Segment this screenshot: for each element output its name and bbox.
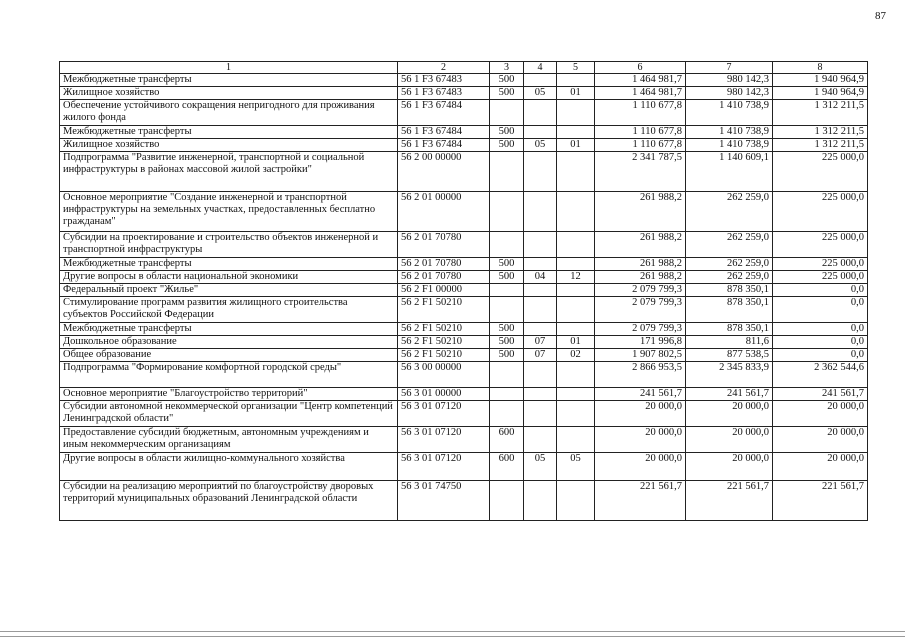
row-name: Основное мероприятие "Создание инженерной и транспортной инфраструктуры на земельных участках, предоставленных бесплатно гражданам" bbox=[60, 192, 398, 232]
table-row bbox=[60, 232, 868, 258]
row-target-code: 56 1 F3 67484 bbox=[398, 100, 490, 126]
row-value-col8: 225 000,0 bbox=[773, 192, 868, 232]
row-subsection bbox=[557, 74, 595, 87]
table-row bbox=[60, 323, 868, 336]
table-row bbox=[60, 139, 868, 152]
page-number: 87 bbox=[875, 10, 886, 22]
row-name: Обеспечение устойчивого сокращения непригодного для проживания жилого фонда bbox=[60, 100, 398, 126]
row-value-col8: 0,0 bbox=[773, 349, 868, 362]
row-value-col8: 20 000,0 bbox=[773, 401, 868, 427]
row-target-code: 56 3 01 00000 bbox=[398, 388, 490, 401]
table-row bbox=[60, 427, 868, 453]
row-expense-type: 500 bbox=[490, 258, 524, 271]
row-target-code: 56 2 F1 50210 bbox=[398, 349, 490, 362]
row-value-col8: 1 940 964,9 bbox=[773, 87, 868, 100]
row-subsection: 02 bbox=[557, 349, 595, 362]
row-target-code: 56 3 01 07120 bbox=[398, 453, 490, 481]
row-value-col6: 261 988,2 bbox=[595, 192, 686, 232]
row-subsection bbox=[557, 401, 595, 427]
row-target-code: 56 3 01 07120 bbox=[398, 401, 490, 427]
row-subsection bbox=[557, 388, 595, 401]
row-section: 05 bbox=[524, 87, 557, 100]
row-value-col8: 0,0 bbox=[773, 336, 868, 349]
row-name: Субсидии на проектирование и строительство объектов инженерной и транспортной инфраструктуры bbox=[60, 232, 398, 258]
row-expense-type bbox=[490, 284, 524, 297]
row-target-code: 56 1 F3 67484 bbox=[398, 126, 490, 139]
header-col-5: 5 bbox=[557, 62, 595, 74]
row-value-col8: 2 362 544,6 bbox=[773, 362, 868, 388]
row-subsection: 01 bbox=[557, 336, 595, 349]
row-value-col7: 878 350,1 bbox=[686, 284, 773, 297]
row-section bbox=[524, 258, 557, 271]
row-value-col6: 1 110 677,8 bbox=[595, 126, 686, 139]
row-value-col7: 2 345 833,9 bbox=[686, 362, 773, 388]
row-name: Подпрограмма "Развитие инженерной, транспортной и социальной инфраструктуры в районах массовой жилой застройки" bbox=[60, 152, 398, 192]
row-value-col8: 1 312 211,5 bbox=[773, 126, 868, 139]
bottom-divider bbox=[0, 636, 905, 637]
header-row bbox=[60, 62, 868, 74]
row-value-col6: 261 988,2 bbox=[595, 271, 686, 284]
row-value-col6: 2 079 799,3 bbox=[595, 323, 686, 336]
table-row bbox=[60, 388, 868, 401]
row-name: Стимулирование программ развития жилищного строительства субъектов Российской Федерации bbox=[60, 297, 398, 323]
row-subsection: 01 bbox=[557, 139, 595, 152]
row-expense-type: 500 bbox=[490, 74, 524, 87]
row-value-col7: 1 410 738,9 bbox=[686, 139, 773, 152]
header-col-1: 1 bbox=[60, 62, 398, 74]
row-expense-type: 500 bbox=[490, 323, 524, 336]
row-target-code: 56 2 01 00000 bbox=[398, 192, 490, 232]
table-row bbox=[60, 401, 868, 427]
row-value-col7: 20 000,0 bbox=[686, 427, 773, 453]
row-name: Межбюджетные трансферты bbox=[60, 74, 398, 87]
row-section: 05 bbox=[524, 139, 557, 152]
row-value-col7: 980 142,3 bbox=[686, 87, 773, 100]
table-row bbox=[60, 126, 868, 139]
table-row bbox=[60, 453, 868, 481]
row-target-code: 56 1 F3 67483 bbox=[398, 74, 490, 87]
table-row bbox=[60, 297, 868, 323]
row-value-col7: 262 259,0 bbox=[686, 258, 773, 271]
row-target-code: 56 1 F3 67484 bbox=[398, 139, 490, 152]
row-name: Предоставление субсидий бюджетным, автономным учреждениям и иным некоммерческим организациям bbox=[60, 427, 398, 453]
row-value-col8: 1 312 211,5 bbox=[773, 139, 868, 152]
row-value-col6: 1 110 677,8 bbox=[595, 100, 686, 126]
row-name: Другие вопросы в области жилищно-коммунального хозяйства bbox=[60, 453, 398, 481]
row-name: Федеральный проект "Жилье" bbox=[60, 284, 398, 297]
row-value-col6: 2 341 787,5 bbox=[595, 152, 686, 192]
bottom-divider bbox=[0, 631, 905, 632]
row-section: 05 bbox=[524, 453, 557, 481]
row-expense-type: 500 bbox=[490, 349, 524, 362]
row-target-code: 56 2 F1 50210 bbox=[398, 297, 490, 323]
row-value-col7: 221 561,7 bbox=[686, 481, 773, 521]
row-value-col7: 20 000,0 bbox=[686, 453, 773, 481]
row-target-code: 56 2 01 70780 bbox=[398, 232, 490, 258]
header-col-8: 8 bbox=[773, 62, 868, 74]
row-name: Общее образование bbox=[60, 349, 398, 362]
row-value-col7: 1 140 609,1 bbox=[686, 152, 773, 192]
row-target-code: 56 2 00 00000 bbox=[398, 152, 490, 192]
row-expense-type: 500 bbox=[490, 126, 524, 139]
table-row bbox=[60, 258, 868, 271]
row-expense-type: 600 bbox=[490, 427, 524, 453]
row-target-code: 56 2 F1 00000 bbox=[398, 284, 490, 297]
row-section bbox=[524, 323, 557, 336]
row-subsection bbox=[557, 323, 595, 336]
row-section bbox=[524, 126, 557, 139]
row-section: 07 bbox=[524, 336, 557, 349]
row-section bbox=[524, 100, 557, 126]
header-col-7: 7 bbox=[686, 62, 773, 74]
row-expense-type bbox=[490, 401, 524, 427]
row-value-col6: 261 988,2 bbox=[595, 232, 686, 258]
row-subsection bbox=[557, 481, 595, 521]
row-value-col6: 20 000,0 bbox=[595, 427, 686, 453]
row-section bbox=[524, 427, 557, 453]
row-value-col6: 261 988,2 bbox=[595, 258, 686, 271]
row-expense-type bbox=[490, 481, 524, 521]
row-subsection: 05 bbox=[557, 453, 595, 481]
row-value-col8: 20 000,0 bbox=[773, 453, 868, 481]
row-name: Основное мероприятие "Благоустройство территорий" bbox=[60, 388, 398, 401]
header-col-2: 2 bbox=[398, 62, 490, 74]
row-section: 04 bbox=[524, 271, 557, 284]
row-value-col8: 1 312 211,5 bbox=[773, 100, 868, 126]
row-value-col6: 2 866 953,5 bbox=[595, 362, 686, 388]
row-value-col8: 241 561,7 bbox=[773, 388, 868, 401]
row-subsection bbox=[557, 152, 595, 192]
header-col-3: 3 bbox=[490, 62, 524, 74]
row-name: Дошкольное образование bbox=[60, 336, 398, 349]
table-row bbox=[60, 481, 868, 521]
row-section bbox=[524, 362, 557, 388]
budget-table bbox=[59, 61, 868, 521]
row-target-code: 56 2 F1 50210 bbox=[398, 336, 490, 349]
row-section bbox=[524, 284, 557, 297]
row-value-col8: 225 000,0 bbox=[773, 152, 868, 192]
table-row bbox=[60, 192, 868, 232]
row-target-code: 56 3 01 74750 bbox=[398, 481, 490, 521]
row-value-col7: 262 259,0 bbox=[686, 271, 773, 284]
row-name: Другие вопросы в области национальной экономики bbox=[60, 271, 398, 284]
row-value-col6: 2 079 799,3 bbox=[595, 284, 686, 297]
row-target-code: 56 1 F3 67483 bbox=[398, 87, 490, 100]
header-col-6: 6 bbox=[595, 62, 686, 74]
row-name: Субсидии на реализацию мероприятий по благоустройству дворовых территорий муниципальных образований Ленинградской области bbox=[60, 481, 398, 521]
row-value-col6: 1 110 677,8 bbox=[595, 139, 686, 152]
row-subsection: 01 bbox=[557, 87, 595, 100]
row-expense-type bbox=[490, 192, 524, 232]
row-value-col7: 262 259,0 bbox=[686, 232, 773, 258]
row-value-col8: 225 000,0 bbox=[773, 232, 868, 258]
row-expense-type bbox=[490, 388, 524, 401]
row-value-col6: 1 464 981,7 bbox=[595, 74, 686, 87]
row-section bbox=[524, 192, 557, 232]
row-name: Жилищное хозяйство bbox=[60, 87, 398, 100]
row-expense-type bbox=[490, 152, 524, 192]
row-subsection bbox=[557, 284, 595, 297]
row-value-col6: 221 561,7 bbox=[595, 481, 686, 521]
row-subsection bbox=[557, 232, 595, 258]
row-subsection bbox=[557, 100, 595, 126]
row-value-col6: 1 907 802,5 bbox=[595, 349, 686, 362]
row-section bbox=[524, 388, 557, 401]
row-subsection bbox=[557, 258, 595, 271]
row-expense-type bbox=[490, 362, 524, 388]
row-value-col7: 241 561,7 bbox=[686, 388, 773, 401]
row-section bbox=[524, 232, 557, 258]
row-expense-type: 500 bbox=[490, 336, 524, 349]
row-name: Межбюджетные трансферты bbox=[60, 258, 398, 271]
row-expense-type: 500 bbox=[490, 87, 524, 100]
row-subsection: 12 bbox=[557, 271, 595, 284]
table-row bbox=[60, 336, 868, 349]
header-col-4: 4 bbox=[524, 62, 557, 74]
row-expense-type: 500 bbox=[490, 139, 524, 152]
row-value-col8: 0,0 bbox=[773, 323, 868, 336]
row-value-col7: 1 410 738,9 bbox=[686, 126, 773, 139]
row-target-code: 56 2 01 70780 bbox=[398, 258, 490, 271]
row-name: Межбюджетные трансферты bbox=[60, 126, 398, 139]
row-expense-type: 600 bbox=[490, 453, 524, 481]
row-expense-type bbox=[490, 232, 524, 258]
row-value-col6: 171 996,8 bbox=[595, 336, 686, 349]
table-row bbox=[60, 152, 868, 192]
row-value-col6: 1 464 981,7 bbox=[595, 87, 686, 100]
row-value-col7: 20 000,0 bbox=[686, 401, 773, 427]
row-value-col6: 20 000,0 bbox=[595, 453, 686, 481]
row-value-col7: 1 410 738,9 bbox=[686, 100, 773, 126]
row-expense-type bbox=[490, 297, 524, 323]
row-section: 07 bbox=[524, 349, 557, 362]
row-value-col8: 1 940 964,9 bbox=[773, 74, 868, 87]
row-value-col8: 20 000,0 bbox=[773, 427, 868, 453]
row-value-col7: 877 538,5 bbox=[686, 349, 773, 362]
row-target-code: 56 2 01 70780 bbox=[398, 271, 490, 284]
row-section bbox=[524, 401, 557, 427]
table-row bbox=[60, 74, 868, 87]
table-row bbox=[60, 362, 868, 388]
table-row bbox=[60, 100, 868, 126]
row-target-code: 56 2 F1 50210 bbox=[398, 323, 490, 336]
table-row bbox=[60, 87, 868, 100]
row-expense-type bbox=[490, 100, 524, 126]
row-name: Подпрограмма "Формирование комфортной городской среды" bbox=[60, 362, 398, 388]
table-row bbox=[60, 271, 868, 284]
row-subsection bbox=[557, 192, 595, 232]
table-row bbox=[60, 349, 868, 362]
row-subsection bbox=[557, 427, 595, 453]
row-section bbox=[524, 74, 557, 87]
row-value-col7: 980 142,3 bbox=[686, 74, 773, 87]
row-section bbox=[524, 481, 557, 521]
row-value-col8: 225 000,0 bbox=[773, 258, 868, 271]
row-name: Межбюджетные трансферты bbox=[60, 323, 398, 336]
row-section bbox=[524, 152, 557, 192]
table-row bbox=[60, 284, 868, 297]
row-value-col7: 878 350,1 bbox=[686, 297, 773, 323]
row-value-col6: 241 561,7 bbox=[595, 388, 686, 401]
row-value-col8: 0,0 bbox=[773, 284, 868, 297]
row-section bbox=[524, 297, 557, 323]
table-body bbox=[60, 74, 868, 521]
row-value-col8: 221 561,7 bbox=[773, 481, 868, 521]
row-value-col7: 262 259,0 bbox=[686, 192, 773, 232]
row-subsection bbox=[557, 126, 595, 139]
row-value-col6: 20 000,0 bbox=[595, 401, 686, 427]
row-subsection bbox=[557, 362, 595, 388]
row-value-col8: 0,0 bbox=[773, 297, 868, 323]
row-value-col6: 2 079 799,3 bbox=[595, 297, 686, 323]
row-value-col8: 225 000,0 bbox=[773, 271, 868, 284]
row-expense-type: 500 bbox=[490, 271, 524, 284]
row-target-code: 56 3 00 00000 bbox=[398, 362, 490, 388]
row-subsection bbox=[557, 297, 595, 323]
row-name: Жилищное хозяйство bbox=[60, 139, 398, 152]
row-value-col7: 878 350,1 bbox=[686, 323, 773, 336]
row-value-col7: 811,6 bbox=[686, 336, 773, 349]
row-name: Субсидии автономной некоммерческой организации "Центр компетенций Ленинградской области" bbox=[60, 401, 398, 427]
row-target-code: 56 3 01 07120 bbox=[398, 427, 490, 453]
